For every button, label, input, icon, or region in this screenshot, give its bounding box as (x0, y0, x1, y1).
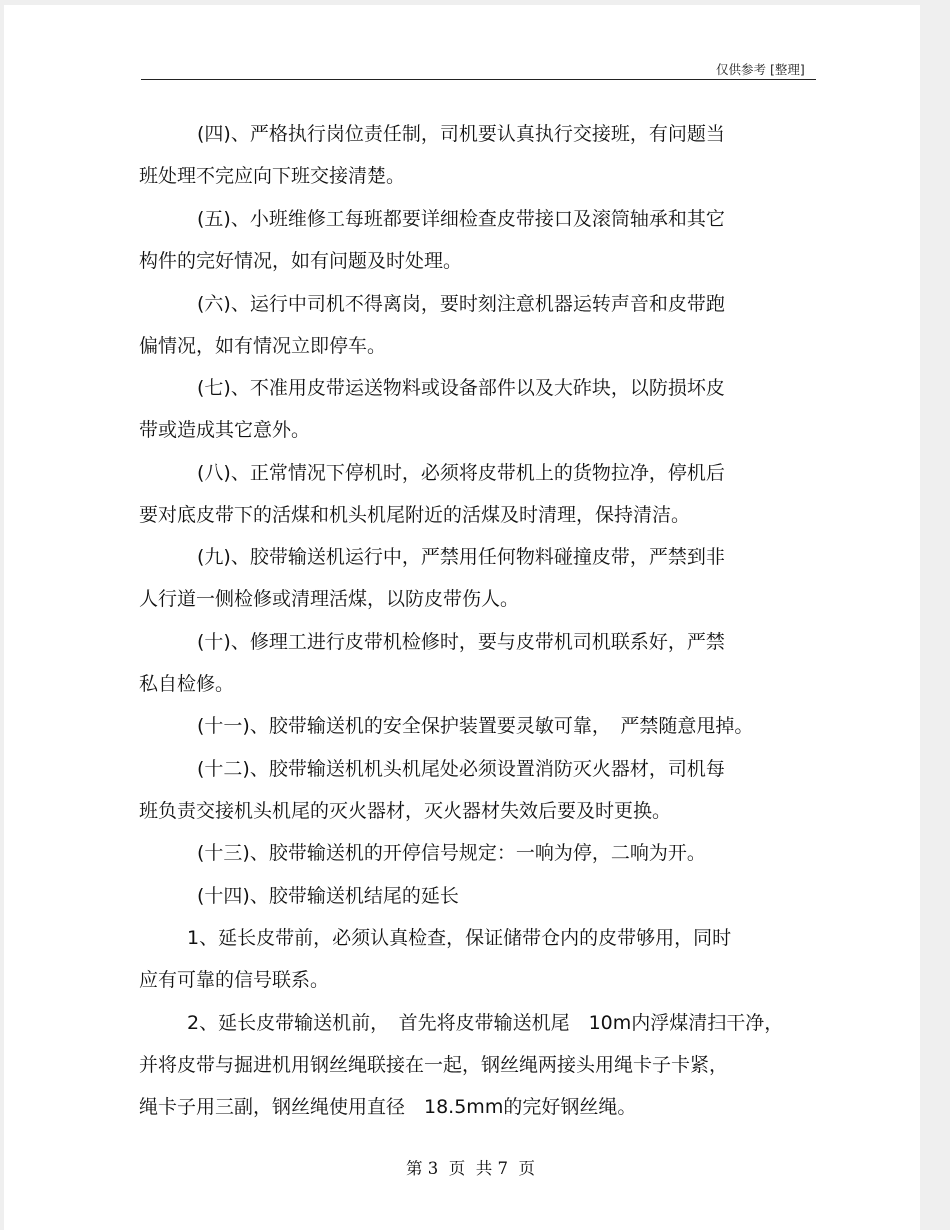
paragraph-7-line-1: (七)、不准用皮带运送物料或设备部件以及大砟块，以防损坏皮 (197, 377, 725, 399)
page-footer: 第 3 页 共 7 页 (406, 1159, 535, 1178)
paragraph-5-line-1: (五)、小班维修工每班都要详细检查皮带接口及滚筒轴承和其它 (197, 208, 725, 230)
item-2-line-2: 并将皮带与掘进机用钢丝绳联接在一起，钢丝绳两接头用绳卡子卡紧， (139, 1054, 729, 1076)
item-2-line-1: 2、延长皮带输送机前， 首先将皮带输送机尾 10m内浮煤清扫干净， (187, 1012, 784, 1034)
paragraph-12-line-2: 班负责交接机头机尾的灭火器材，灭火器材失效后要及时更换。 (139, 800, 672, 822)
page-header: 仅供参考 [整理] (716, 62, 805, 77)
paragraph-14-line-1: (十四)、胶带输送机结尾的延长 (197, 885, 459, 907)
paragraph-4-line-2: 班处理不完应向下班交接清楚。 (139, 165, 406, 187)
paragraph-8-line-1: (八)、正常情况下停机时，必须将皮带机上的货物拉净，停机后 (197, 462, 725, 484)
header-divider (141, 79, 816, 80)
paragraph-10-line-1: (十)、修理工进行皮带机检修时，要与皮带机司机联系好，严禁 (197, 631, 725, 653)
paragraph-4-line-1: (四)、严格执行岗位责任制，司机要认真执行交接班，有问题当 (197, 123, 725, 145)
paragraph-12-line-1: (十二)、胶带输送机机头机尾处必须设置消防灭火器材，司机每 (197, 758, 725, 780)
paragraph-6-line-2: 偏情况，如有情况立即停车。 (139, 335, 387, 357)
paragraph-8-line-2: 要对底皮带下的活煤和机头机尾附近的活煤及时清理，保持清洁。 (139, 504, 691, 526)
paragraph-13-line-1: (十三)、胶带输送机的开停信号规定：一响为停，二响为开。 (197, 842, 706, 864)
document-page (4, 5, 920, 1230)
paragraph-9-line-1: (九)、胶带输送机运行中，严禁用任何物料碰撞皮带，严禁到非 (197, 546, 725, 568)
paragraph-11-line-1: (十一)、胶带输送机的安全保护装置要灵敏可靠， 严禁随意甩掉。 (197, 715, 754, 737)
item-1-line-1: 1、延长皮带前，必须认真检查，保证储带仓内的皮带够用，同时 (187, 927, 732, 949)
paragraph-9-line-2: 人行道一侧检修或清理活煤，以防皮带伤人。 (139, 588, 520, 610)
paragraph-6-line-1: (六)、运行中司机不得离岗，要时刻注意机器运转声音和皮带跑 (197, 293, 725, 315)
paragraph-10-line-2: 私自检修。 (139, 673, 235, 695)
paragraph-7-line-2: 带或造成其它意外。 (139, 419, 311, 441)
item-2-line-3: 绳卡子用三副，钢丝绳使用直径 18.5mm的完好钢丝绳。 (139, 1096, 637, 1118)
paragraph-5-line-2: 构件的完好情况，如有问题及时处理。 (139, 250, 463, 272)
item-1-line-2: 应有可靠的信号联系。 (139, 969, 330, 991)
